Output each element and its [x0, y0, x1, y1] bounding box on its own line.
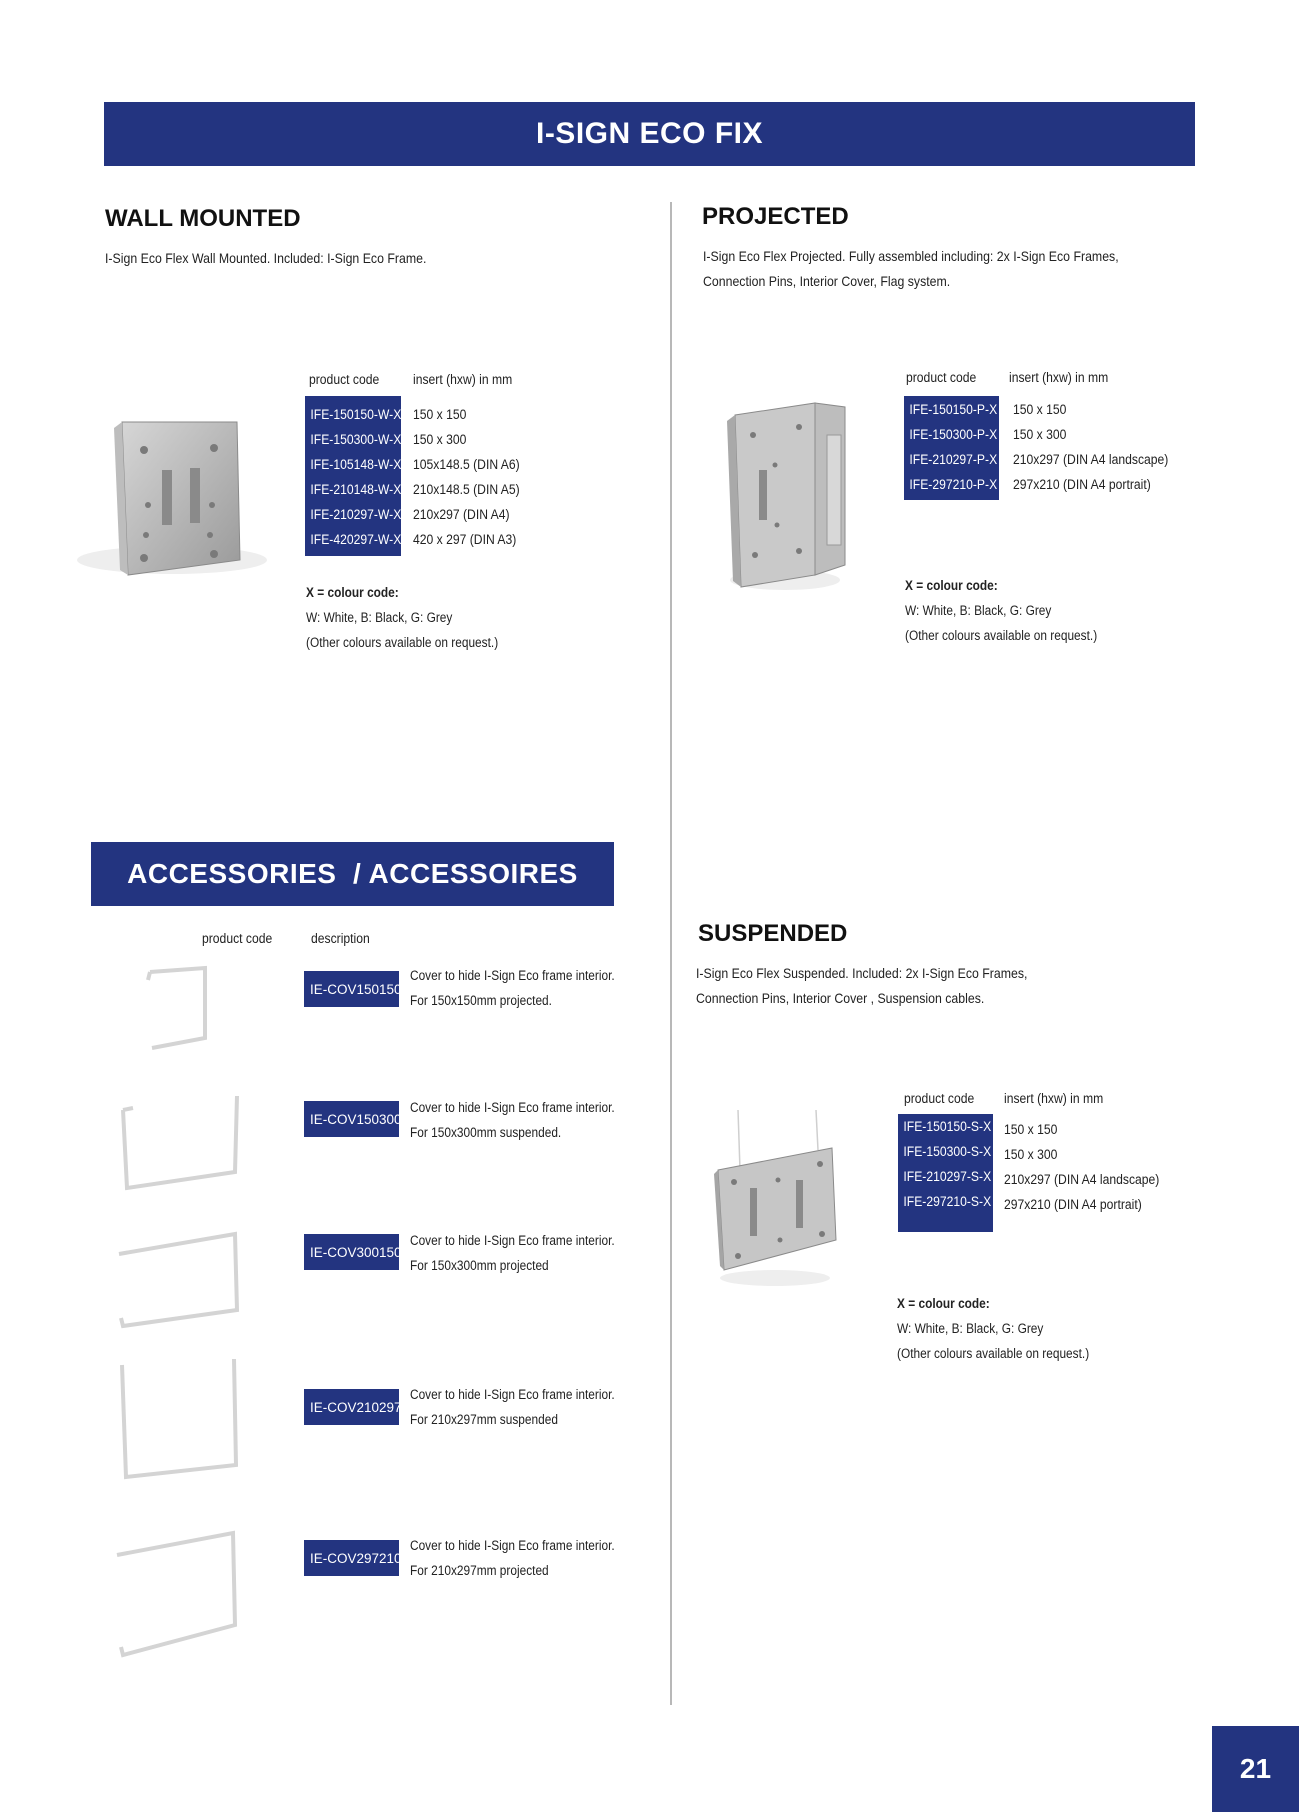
page-number [1212, 1726, 1299, 1812]
cover-image-3 [105, 1220, 275, 1335]
accessory-desc [410, 963, 615, 1013]
colour-code-title: X = colour code: [306, 585, 399, 600]
insert-size: 297x210 (DIN A4 portrait) [1004, 1197, 1142, 1212]
projected-desc [703, 244, 1119, 294]
wall-mounted-desc: I-Sign Eco Flex Wall Mounted. Included: I-Sign Eco Frame. [105, 250, 427, 266]
accessories-banner [91, 842, 614, 906]
accessory-desc-line1: Cover to hide I-Sign Eco frame interior. [410, 1387, 615, 1402]
accessory-code: IE-COV297210 [304, 1540, 399, 1576]
colour-code-title: X = colour code: [905, 578, 998, 593]
accessory-desc-line1: Cover to hide I-Sign Eco frame interior. [410, 968, 615, 983]
suspended-code-column [898, 1114, 993, 1232]
acc-hdr-code: product code [202, 931, 273, 946]
title-banner [104, 102, 1195, 166]
colour-code-line: W: White, B: Black, G: Grey [306, 610, 453, 625]
projected-desc-line1: I-Sign Eco Flex Projected. Fully assembled including: 2x I-Sign Eco Frames, [703, 248, 1119, 264]
wall-mounted-title: WALL MOUNTED [105, 205, 301, 232]
insert-size: 150 x 150 [1004, 1122, 1058, 1137]
colour-code-note: (Other colours available on request.) [905, 628, 1098, 643]
suspended-size-column [1004, 1117, 1177, 1217]
insert-size: 150 x 300 [1013, 427, 1067, 442]
insert-size: 210x297 (DIN A4 landscape) [1013, 452, 1169, 467]
product-code: IFE-420297-W-X [310, 532, 402, 547]
accessory-code: IE-COV210297 [304, 1389, 399, 1425]
insert-size: 210x297 (DIN A4 landscape) [1004, 1172, 1160, 1187]
projected-hdr-code: product code [906, 370, 977, 385]
wall-mounted-product-image [62, 410, 282, 580]
wall-hdr-insert: insert (hxw) in mm [413, 372, 513, 387]
product-code: IFE-150150-P-X [909, 402, 998, 417]
insert-size: 150 x 300 [413, 432, 467, 447]
colour-code-note: (Other colours available on request.) [897, 1346, 1090, 1361]
product-code: IFE-105148-W-X [310, 457, 402, 472]
wall-hdr-code: product code [309, 372, 380, 387]
colour-code-title: X = colour code: [897, 1296, 990, 1311]
projected-product-image [715, 395, 865, 595]
suspended-desc-line2: Connection Pins, Interior Cover , Suspension cables. [696, 990, 985, 1006]
accessory-code: IE-COV150150 [304, 971, 399, 1007]
wall-size-column [413, 402, 532, 552]
colour-code-line: W: White, B: Black, G: Grey [897, 1321, 1044, 1336]
accessories-title: ACCESSORIES / ACCESSOIRES [127, 858, 578, 889]
product-code: IFE-150150-W-X [310, 407, 402, 422]
accessory-desc [410, 1095, 615, 1145]
page-title: I-SIGN ECO FIX [535, 117, 764, 150]
insert-size: 420 x 297 (DIN A3) [413, 532, 517, 547]
product-code: IFE-297210-P-X [909, 477, 998, 492]
accessory-desc-line2: For 210x297mm projected [410, 1563, 549, 1578]
insert-size: 105x148.5 (DIN A6) [413, 457, 520, 472]
accessory-desc-line1: Cover to hide I-Sign Eco frame interior. [410, 1233, 615, 1248]
cover-image-4 [110, 1355, 260, 1485]
insert-size: 150 x 150 [413, 407, 467, 422]
product-code: IFE-210297-S-X [903, 1169, 992, 1184]
cover-image-1 [130, 958, 230, 1058]
insert-size: 210x148.5 (DIN A5) [413, 482, 520, 497]
suspended-colour-code [897, 1291, 1089, 1366]
insert-size: 150 x 150 [1013, 402, 1067, 417]
cover-image-5 [105, 1525, 255, 1665]
accessory-desc-line2: For 150x300mm projected [410, 1258, 549, 1273]
colour-code-note: (Other colours available on request.) [306, 635, 499, 650]
projected-code-column [904, 396, 999, 500]
colour-code-line: W: White, B: Black, G: Grey [905, 603, 1052, 618]
suspended-product-image [700, 1110, 850, 1290]
suspended-desc-line1: I-Sign Eco Flex Suspended. Included: 2x I-Sign Eco Frames, [696, 965, 1028, 981]
accessory-desc-line2: For 210x297mm suspended [410, 1412, 558, 1427]
accessory-desc [410, 1382, 615, 1432]
insert-size: 150 x 300 [1004, 1147, 1058, 1162]
wall-colour-code [306, 580, 498, 655]
suspended-desc [696, 961, 1027, 1011]
product-code: IFE-297210-S-X [903, 1194, 992, 1209]
accessory-desc [410, 1533, 615, 1583]
projected-title: PROJECTED [702, 203, 849, 230]
projected-hdr-insert: insert (hxw) in mm [1009, 370, 1109, 385]
insert-size: 297x210 (DIN A4 portrait) [1013, 477, 1151, 492]
projected-desc-line2: Connection Pins, Interior Cover, Flag system. [703, 273, 951, 289]
product-code: IFE-150300-P-X [909, 427, 998, 442]
accessory-desc-line2: For 150x300mm suspended. [410, 1125, 562, 1140]
product-code: IFE-150300-S-X [903, 1144, 992, 1159]
product-code: IFE-150300-W-X [310, 432, 402, 447]
product-code: IFE-150150-S-X [903, 1119, 992, 1134]
accessory-desc-line1: Cover to hide I-Sign Eco frame interior. [410, 1100, 615, 1115]
acc-hdr-desc: description [311, 931, 370, 946]
insert-size: 210x297 (DIN A4) [413, 507, 510, 522]
accessory-desc-line1: Cover to hide I-Sign Eco frame interior. [410, 1538, 615, 1553]
suspended-title: SUSPENDED [698, 920, 848, 947]
accessory-code: IE-COV300150 [304, 1234, 399, 1270]
accessory-code: IE-COV150300 [304, 1101, 399, 1137]
accessory-desc-line2: For 150x150mm projected. [410, 993, 552, 1008]
cover-image-2 [105, 1088, 275, 1198]
projected-size-column [1013, 397, 1186, 497]
wall-code-column [305, 396, 401, 556]
suspended-hdr-insert: insert (hxw) in mm [1004, 1091, 1104, 1106]
product-code: IFE-210148-W-X [310, 482, 402, 497]
column-divider [670, 202, 672, 1705]
page-number-label: 21 [1239, 1753, 1272, 1784]
accessory-desc [410, 1228, 615, 1278]
product-code: IFE-210297-P-X [909, 452, 998, 467]
product-code: IFE-210297-W-X [310, 507, 402, 522]
projected-colour-code [905, 573, 1097, 648]
suspended-hdr-code: product code [904, 1091, 975, 1106]
